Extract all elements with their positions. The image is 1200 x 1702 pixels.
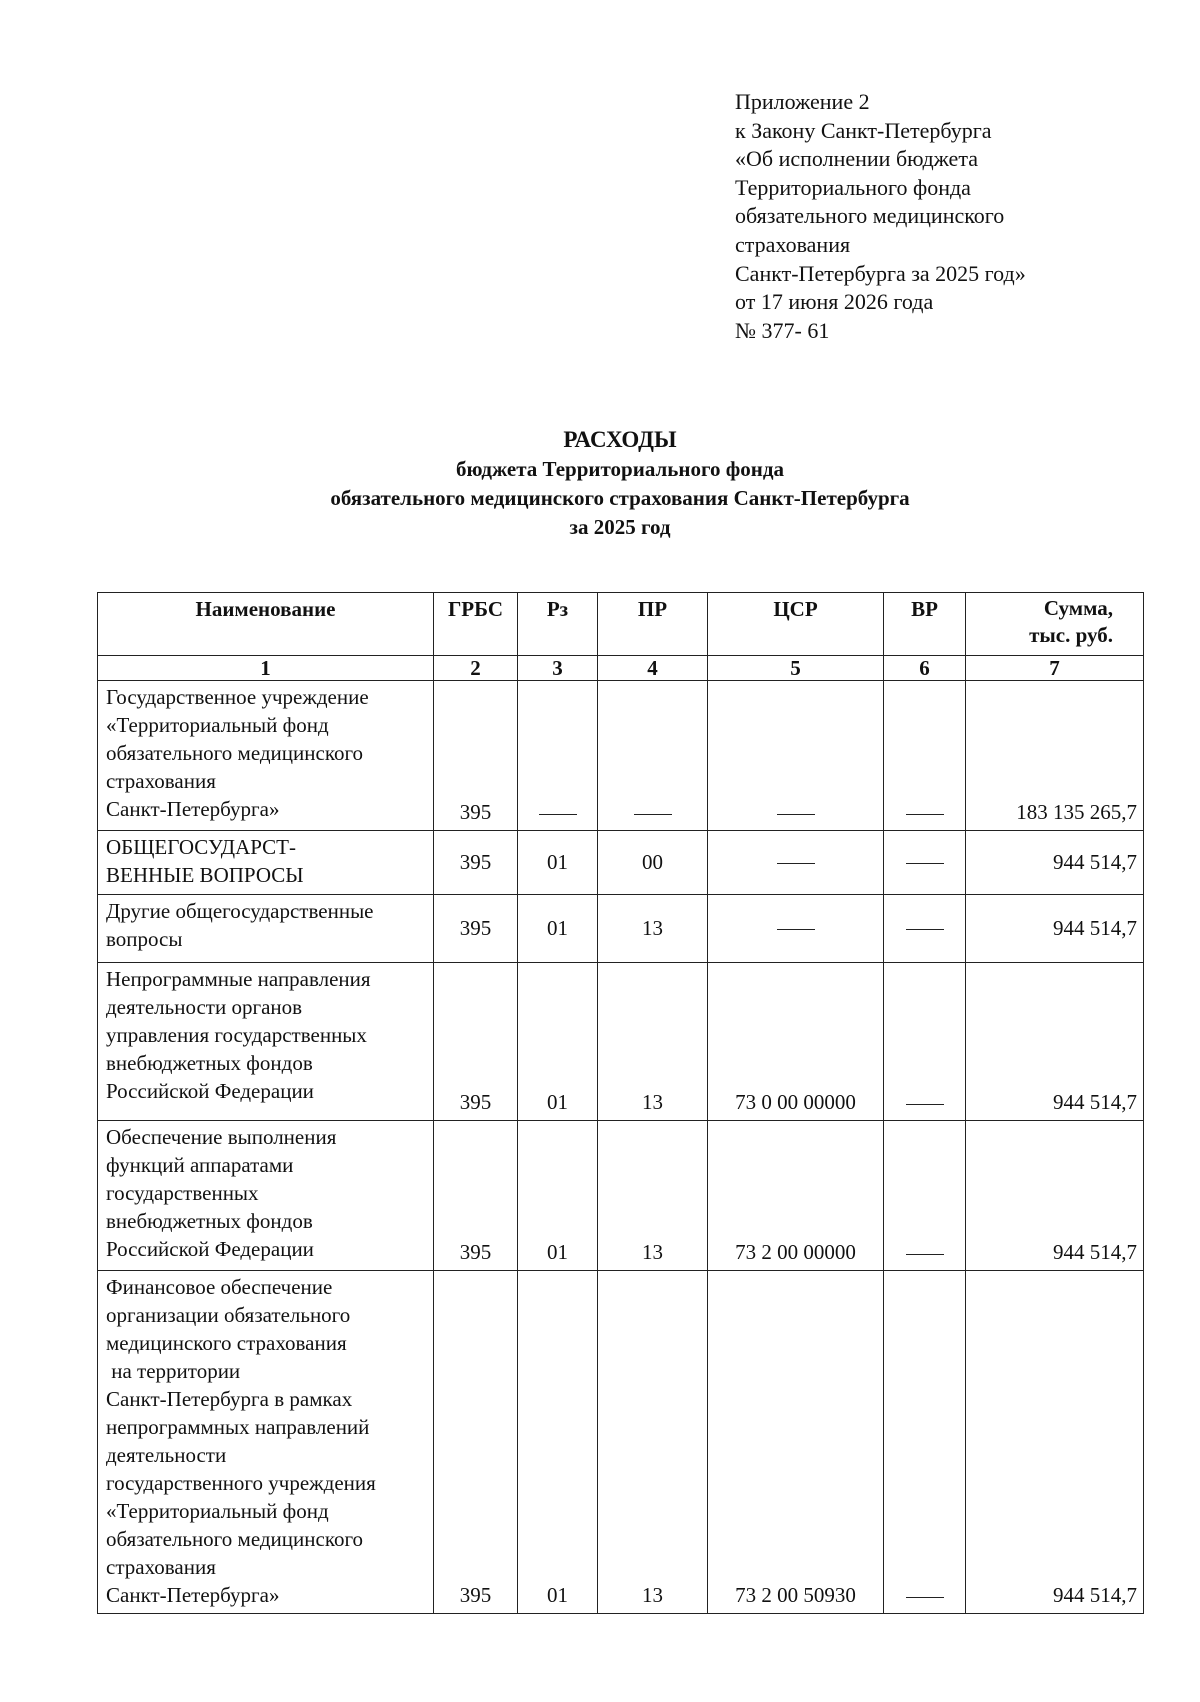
header-row xyxy=(98,593,1144,656)
row-pr: 13 xyxy=(598,1121,708,1271)
row-rz: 01 xyxy=(518,831,598,895)
expenses-table xyxy=(97,592,1144,1614)
header-csr: ЦСР xyxy=(708,593,884,656)
row-name-line: «Территориальный фонд xyxy=(106,713,329,737)
dash-mark xyxy=(906,1597,944,1598)
column-number-row xyxy=(98,656,1144,681)
row-name-line: Другие общегосударственные xyxy=(106,899,374,923)
row-name-line: Государственное учреждение xyxy=(106,685,369,709)
row-vr xyxy=(884,963,966,1121)
row-sum: 944 514,7 xyxy=(966,963,1144,1121)
row-name xyxy=(98,1271,434,1614)
appendix-line: № 377- 61 xyxy=(735,317,830,343)
row-name-line: страхования xyxy=(106,1555,216,1579)
row-grbs: 395 xyxy=(434,963,518,1121)
header-name: Наименование xyxy=(98,593,434,656)
row-name xyxy=(98,963,434,1121)
dash-mark xyxy=(634,814,672,815)
row-name-line: управления государственных xyxy=(106,1023,367,1047)
row-name xyxy=(98,1121,434,1271)
table-row xyxy=(98,963,1144,1121)
header-sum-line: Сумма, xyxy=(1043,596,1113,620)
row-rz: 01 xyxy=(518,1271,598,1614)
row-csr: 73 2 00 50930 xyxy=(708,1271,884,1614)
row-name-line: внебюджетных фондов xyxy=(106,1209,313,1233)
row-name-line: Санкт-Петербурга» xyxy=(106,797,280,821)
row-grbs: 395 xyxy=(434,1271,518,1614)
row-rz: 01 xyxy=(518,963,598,1121)
column-number: 2 xyxy=(434,656,518,681)
header-sum-line: тыс. руб. xyxy=(1029,623,1113,647)
row-vr xyxy=(884,1121,966,1271)
row-name-line: функций аппаратами xyxy=(106,1153,294,1177)
row-name xyxy=(98,895,434,963)
row-rz: 01 xyxy=(518,1121,598,1271)
dash-mark xyxy=(906,814,944,815)
table-row xyxy=(98,1271,1144,1614)
row-pr xyxy=(598,681,708,831)
row-name-line: деятельности органов xyxy=(106,995,303,1019)
dash-mark xyxy=(777,863,815,864)
row-name xyxy=(98,831,434,895)
appendix-line: Санкт-Петербурга за 2025 год» xyxy=(735,260,1026,286)
row-csr: 73 0 00 00000 xyxy=(708,963,884,1121)
row-name-line: Российской Федерации xyxy=(106,1237,314,1261)
document-title xyxy=(0,425,1200,542)
row-vr xyxy=(884,831,966,895)
title-line: бюджета Территориального фонда xyxy=(455,457,785,481)
header-grbs: ГРБС xyxy=(434,593,518,656)
row-grbs: 395 xyxy=(434,681,518,831)
row-name-line: «Территориальный фонд xyxy=(106,1499,329,1523)
row-csr xyxy=(708,895,884,963)
row-vr xyxy=(884,681,966,831)
header-rz: Рз xyxy=(518,593,598,656)
row-rz xyxy=(518,681,598,831)
appendix-header xyxy=(735,88,1155,345)
dash-mark xyxy=(777,929,815,930)
header-vr: ВР xyxy=(884,593,966,656)
column-number: 7 xyxy=(966,656,1144,681)
table-row xyxy=(98,831,1144,895)
appendix-line: Территориального фонда xyxy=(735,174,971,200)
row-csr xyxy=(708,831,884,895)
dash-mark xyxy=(906,1104,944,1105)
appendix-line: Приложение 2 xyxy=(735,89,870,114)
appendix-line: к Закону Санкт-Петербурга xyxy=(735,117,992,143)
row-name-line: внебюджетных фондов xyxy=(106,1051,313,1075)
row-name-line: Обеспечение выполнения xyxy=(106,1125,337,1149)
title-main: РАСХОДЫ xyxy=(563,427,677,452)
row-name-line: Санкт-Петербурга в рамках xyxy=(106,1387,353,1411)
row-name-line: ВЕННЫЕ ВОПРОСЫ xyxy=(106,863,304,887)
title-line: обязательного медицинского страхования Санкт-Петербурга xyxy=(330,486,910,510)
column-number: 3 xyxy=(518,656,598,681)
row-vr xyxy=(884,895,966,963)
table-row xyxy=(98,895,1144,963)
row-name-line: Непрограммные направления xyxy=(106,967,371,991)
row-name-line: на территории xyxy=(106,1359,241,1383)
header-sum xyxy=(966,593,1144,656)
row-csr xyxy=(708,681,884,831)
table-row xyxy=(98,681,1144,831)
row-sum: 944 514,7 xyxy=(966,831,1144,895)
column-number: 1 xyxy=(98,656,434,681)
row-name-line: деятельности xyxy=(106,1443,227,1467)
appendix-line: «Об исполнении бюджета xyxy=(735,146,978,172)
row-name-line: ОБЩЕГОСУДАРСТ- xyxy=(106,835,297,859)
row-rz: 01 xyxy=(518,895,598,963)
row-sum: 944 514,7 xyxy=(966,1271,1144,1614)
header-pr: ПР xyxy=(598,593,708,656)
table-row xyxy=(98,1121,1144,1271)
column-number: 5 xyxy=(708,656,884,681)
row-name-line: вопросы xyxy=(106,927,183,951)
row-name-line: обязательного медицинского xyxy=(106,741,364,765)
title-line: за 2025 год xyxy=(569,515,671,539)
row-vr xyxy=(884,1271,966,1614)
row-name-line: государственного учреждения xyxy=(106,1471,376,1495)
row-name-line: непрограммных направлений xyxy=(106,1415,370,1439)
row-pr: 13 xyxy=(598,895,708,963)
dash-mark xyxy=(906,929,944,930)
table-body xyxy=(98,681,1144,1614)
row-name xyxy=(98,681,434,831)
row-pr: 00 xyxy=(598,831,708,895)
row-sum: 944 514,7 xyxy=(966,1121,1144,1271)
appendix-line: обязательного медицинского xyxy=(735,203,1005,229)
dash-mark xyxy=(777,814,815,815)
column-number: 6 xyxy=(884,656,966,681)
row-pr: 13 xyxy=(598,963,708,1121)
row-name-line: Финансовое обеспечение xyxy=(106,1275,333,1299)
row-name-line: медицинского страхования xyxy=(106,1331,347,1355)
column-number: 4 xyxy=(598,656,708,681)
row-grbs: 395 xyxy=(434,831,518,895)
row-grbs: 395 xyxy=(434,895,518,963)
row-name-line: страхования xyxy=(106,769,216,793)
row-pr: 13 xyxy=(598,1271,708,1614)
row-name-line: Санкт-Петербурга» xyxy=(106,1583,280,1607)
appendix-line: страхования xyxy=(735,231,851,257)
row-sum: 944 514,7 xyxy=(966,895,1144,963)
appendix-line: от 17 июня 2026 года xyxy=(735,289,934,315)
dash-mark xyxy=(906,1254,944,1255)
row-csr: 73 2 00 00000 xyxy=(708,1121,884,1271)
dash-mark xyxy=(906,863,944,864)
row-name-line: государственных xyxy=(106,1181,259,1205)
dash-mark xyxy=(539,814,577,815)
row-sum: 183 135 265,7 xyxy=(966,681,1144,831)
row-name-line: Российской Федерации xyxy=(106,1079,314,1103)
row-name-line: организации обязательного xyxy=(106,1303,351,1327)
row-name-line: обязательного медицинского xyxy=(106,1527,364,1551)
row-grbs: 395 xyxy=(434,1121,518,1271)
